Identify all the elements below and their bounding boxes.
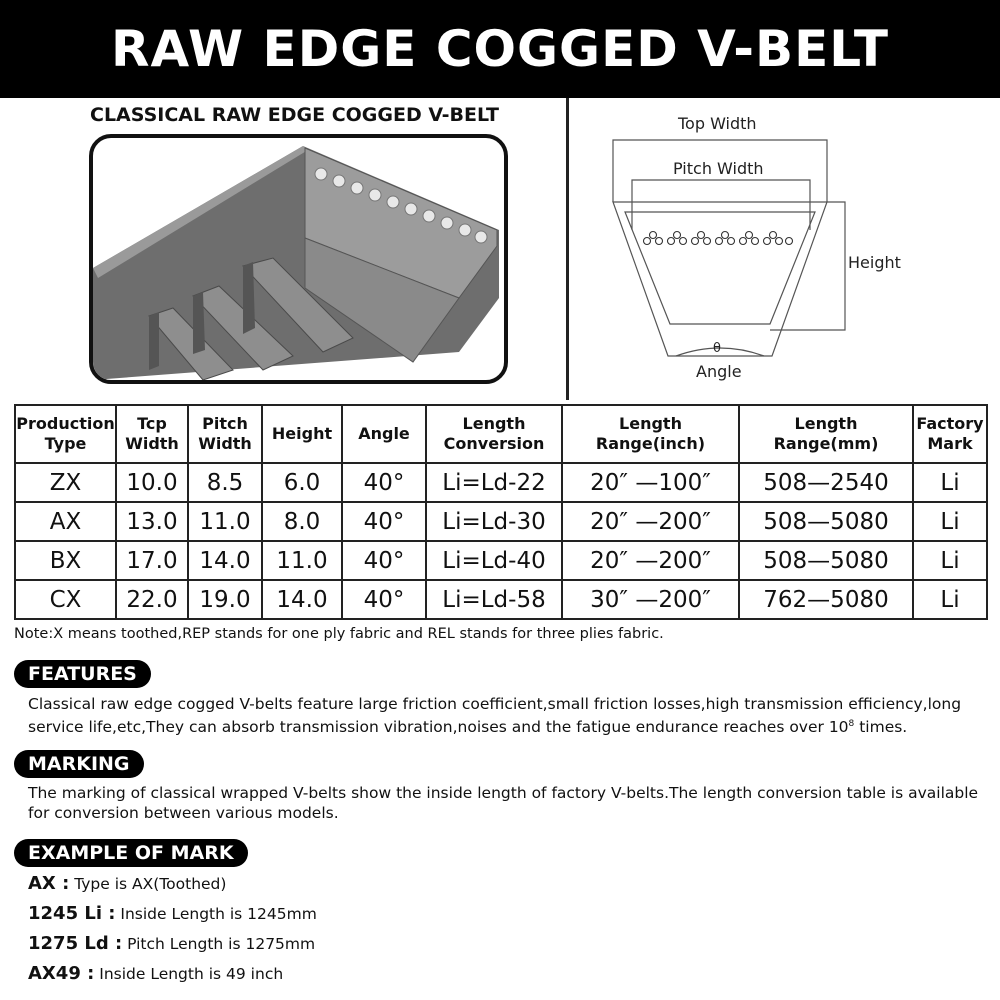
- example-mark: 1275 Ld :: [28, 933, 123, 954]
- example-description: Type is AX(Toothed): [69, 875, 227, 893]
- table-cell: 20″ —200″: [562, 541, 739, 580]
- table-cell: Li: [913, 580, 987, 619]
- table-cell: Li: [913, 502, 987, 541]
- cross-section-diagram: [600, 108, 900, 393]
- table-cell: AX: [15, 502, 116, 541]
- spec-table: [14, 404, 988, 620]
- angle-label: Angle: [696, 362, 742, 381]
- column-header-text: Height: [271, 424, 333, 443]
- features-heading: FEATURES: [14, 660, 151, 688]
- example-mark: 1245 Li :: [28, 903, 116, 924]
- table-row: [15, 541, 987, 580]
- column-header-text: Width: [198, 434, 252, 453]
- angle-symbol: θ: [713, 341, 721, 356]
- table-cell: Li: [913, 541, 987, 580]
- column-header-text: Type: [44, 434, 87, 453]
- marking-text: The marking of classical wrapped V-belts show the inside length of factory V-belts.The length conversion table is available for conversion between various models.: [28, 784, 979, 822]
- example-mark: AX49 :: [28, 963, 95, 984]
- column-header: [342, 405, 426, 463]
- column-header: [116, 405, 188, 463]
- cross-section-drawing: [600, 108, 900, 393]
- column-header-text: Conversion: [443, 434, 545, 453]
- table-cell: 40°: [342, 541, 426, 580]
- example-item: [28, 903, 317, 924]
- example-description: Pitch Length is 1275mm: [122, 935, 316, 953]
- table-cell: 11.0: [188, 502, 262, 541]
- table-cell: 11.0: [262, 541, 342, 580]
- features-text: [28, 694, 993, 737]
- height-label: Height: [848, 253, 901, 272]
- features-exponent: 8: [848, 719, 855, 729]
- belt-illustration: [89, 134, 508, 384]
- table-cell: CX: [15, 580, 116, 619]
- table-cell: 8.0: [262, 502, 342, 541]
- example-heading: EXAMPLE OF MARK: [14, 839, 248, 867]
- example-description: Inside Length is 1245mm: [115, 905, 317, 923]
- table-cell: 6.0: [262, 463, 342, 502]
- table-cell: 20″ —200″: [562, 502, 739, 541]
- column-header: [262, 405, 342, 463]
- table-cell: 508—5080: [739, 541, 913, 580]
- column-header-text: Pitch: [202, 414, 248, 433]
- table-cell: Li=Ld-22: [426, 463, 562, 502]
- table-cell: 40°: [342, 463, 426, 502]
- features-text-end: times.: [854, 718, 908, 737]
- table-cell: Li=Ld-58: [426, 580, 562, 619]
- column-header-text: Angle: [358, 424, 410, 443]
- table-row: [15, 463, 987, 502]
- table-cell: 20″ —100″: [562, 463, 739, 502]
- table-cell: Li: [913, 463, 987, 502]
- column-header-text: Length: [794, 414, 858, 433]
- example-description: Inside Length is 49 inch: [94, 965, 284, 983]
- example-mark: AX :: [28, 873, 70, 894]
- table-cell: 508—5080: [739, 502, 913, 541]
- column-header-text: Production: [16, 414, 115, 433]
- table-cell: 17.0: [116, 541, 188, 580]
- features-text-main: Classical raw edge cogged V-belts feature large friction coefficient,small friction losses,high transmission efficiency,long service life,etc,They can absorb transmission vibration,noises and the fatigue endurance reaches over 10: [28, 695, 962, 737]
- column-header: [15, 405, 116, 463]
- column-header: [562, 405, 739, 463]
- table-cell: Li=Ld-40: [426, 541, 562, 580]
- table-cell: 8.5: [188, 463, 262, 502]
- cogged-belt-drawing: [93, 138, 504, 380]
- table-cell: 762—5080: [739, 580, 913, 619]
- table-row: [15, 502, 987, 541]
- table-cell: Li=Ld-30: [426, 502, 562, 541]
- column-header-text: Length: [619, 414, 682, 433]
- table-cell: ZX: [15, 463, 116, 502]
- page-banner: [0, 0, 1000, 98]
- example-item: [28, 963, 283, 984]
- table-cell: 40°: [342, 580, 426, 619]
- column-header-text: Mark: [927, 434, 973, 453]
- table-body: [15, 463, 987, 619]
- column-header: [188, 405, 262, 463]
- table-cell: 30″ —200″: [562, 580, 739, 619]
- column-header-text: Tcp: [137, 414, 167, 433]
- cord-row: [644, 232, 793, 245]
- page-title: RAW EDGE COGGED V-BELT: [111, 20, 889, 78]
- column-header-text: Range(inch): [595, 434, 706, 453]
- section-divider: [566, 98, 569, 400]
- column-header: [913, 405, 987, 463]
- pitch-width-label: Pitch Width: [673, 159, 764, 178]
- table-cell: 22.0: [116, 580, 188, 619]
- table-cell: 10.0: [116, 463, 188, 502]
- marking-heading: MARKING: [14, 750, 144, 778]
- table-row: [15, 580, 987, 619]
- column-header: [426, 405, 562, 463]
- top-width-label: Top Width: [678, 114, 757, 133]
- column-header-text: Factory: [916, 414, 984, 433]
- table-cell: 14.0: [188, 541, 262, 580]
- example-item: [28, 873, 226, 894]
- column-header-text: Length: [462, 414, 526, 433]
- table-cell: 14.0: [262, 580, 342, 619]
- table-cell: BX: [15, 541, 116, 580]
- illustration-title: CLASSICAL RAW EDGE COGGED V-BELT: [90, 104, 499, 126]
- column-header-text: Range(mm): [773, 434, 879, 453]
- table-cell: 508—2540: [739, 463, 913, 502]
- column-header: [739, 405, 913, 463]
- table-cell: 13.0: [116, 502, 188, 541]
- table-cell: 19.0: [188, 580, 262, 619]
- table-header-row: [15, 405, 987, 463]
- column-header-text: Width: [125, 434, 179, 453]
- table-note: Note:X means toothed,REP stands for one ply fabric and REL stands for three plies fabric.: [14, 626, 664, 642]
- table-cell: 40°: [342, 502, 426, 541]
- example-item: [28, 933, 315, 954]
